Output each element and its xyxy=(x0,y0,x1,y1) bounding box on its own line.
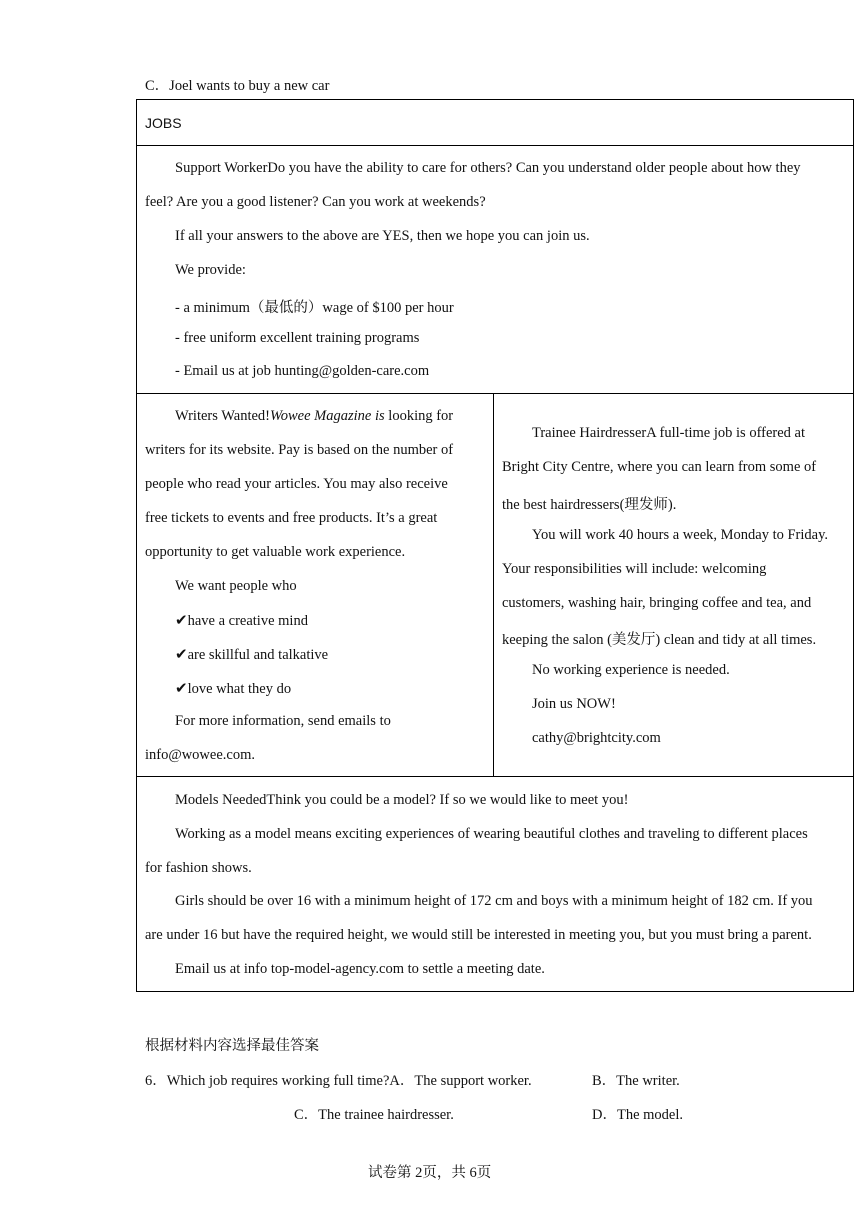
writers-line-4: free tickets to events and free products. It’s a great xyxy=(145,510,438,526)
models-line-4: Girls should be over 16 with a minimum height of 172 cm and boys with a minimum height of 182 cm. If you xyxy=(175,893,813,909)
models-line-5: are under 16 but have the required height, we would still be interested in meeting you, but you must bring a parent. xyxy=(145,927,812,943)
hair-line-7: keeping the salon (美发厅) clean and tidy at all times. xyxy=(502,632,817,648)
option-c: C．The trainee hairdresser. xyxy=(294,1107,454,1123)
hair-line-8: No working experience is needed. xyxy=(532,662,730,678)
hair-line-6: customers, washing hair, bringing coffee and tea, and xyxy=(502,595,812,611)
table-header-cell xyxy=(136,99,854,146)
table-header: JOBS xyxy=(145,115,182,131)
writers-line-1 xyxy=(175,408,453,425)
models-line-6: Email us at info top-model-agency.com to settle a meeting date. xyxy=(175,961,545,977)
hair-line-4: You will work 40 hours a week, Monday to Friday. xyxy=(532,527,829,543)
support-line-6: - free uniform excellent training programs xyxy=(175,330,420,346)
support-line-1: Support WorkerDo you have the ability to care for others? Can you understand older people about how they xyxy=(175,160,801,176)
support-line-3: If all your answers to the above are YES, then we hope you can join us. xyxy=(175,228,590,244)
support-line-2: feel? Are you a good listener? Can you work at weekends? xyxy=(145,194,486,210)
models-line-3: for fashion shows. xyxy=(145,860,252,876)
writers-title: Writers Wanted! xyxy=(175,408,271,424)
writers-req-1 xyxy=(175,611,308,630)
support-worker-cell xyxy=(136,145,854,394)
instruction: 根据材料内容选择最佳答案 xyxy=(145,1038,319,1054)
writers-line-1-rest: looking for xyxy=(384,408,454,424)
hair-line-1: Trainee HairdresserA full-time job is offered at xyxy=(532,425,806,441)
writers-line-3: people who read your articles. You may also receive xyxy=(145,476,448,492)
checkmark-icon: ✔ xyxy=(175,645,188,663)
hair-line-5: Your responsibilities will include: welcoming xyxy=(502,561,767,577)
writers-line-11: info@wowee.com. xyxy=(145,747,255,763)
models-needed-cell xyxy=(136,776,854,992)
option-b: B．The writer. xyxy=(592,1073,680,1089)
writers-magazine-name: Wowee Magazine is xyxy=(270,408,385,424)
hair-line-2: Bright City Centre, where you can learn from some of xyxy=(502,459,817,475)
writers-line-5: opportunity to get valuable work experience. xyxy=(145,544,406,560)
hair-line-9: Join us NOW! xyxy=(532,696,616,712)
writers-line-2: writers for its website. Pay is based on the number of xyxy=(145,442,454,458)
checkmark-icon: ✔ xyxy=(175,679,188,697)
writers-line-10: For more information, send emails to xyxy=(175,713,391,729)
support-line-5: - a minimum（最低的）wage of $100 per hour xyxy=(175,300,454,316)
writers-req-2-text: are skillful and talkative xyxy=(187,647,329,663)
writers-req-2 xyxy=(175,645,328,664)
writers-req-3-text: love what they do xyxy=(187,681,292,697)
models-line-2: Working as a model means exciting experiences of wearing beautiful clothes and traveling to different places xyxy=(175,826,808,842)
question-6-stem: 6．Which job requires working full time?A．The support worker. xyxy=(145,1073,532,1089)
option-d: D．The model. xyxy=(592,1107,684,1123)
page-footer: 试卷第 2页，共 6页 xyxy=(368,1165,492,1181)
writers-req-3 xyxy=(175,679,291,698)
support-line-4: We provide: xyxy=(175,262,246,278)
models-line-1: Models NeededThink you could be a model? If so we would like to meet you! xyxy=(175,792,629,808)
previous-option-c: C．Joel wants to buy a new car xyxy=(145,78,330,94)
trainee-hairdresser-cell xyxy=(493,393,854,777)
writers-wanted-cell xyxy=(136,393,494,777)
support-line-7: - Email us at job hunting@golden-care.com xyxy=(175,363,430,379)
hair-line-10: cathy@brightcity.com xyxy=(532,730,661,746)
writers-line-6: We want people who xyxy=(175,578,297,594)
writers-req-1-text: have a creative mind xyxy=(187,613,308,629)
checkmark-icon: ✔ xyxy=(175,611,188,629)
hair-line-3: the best hairdressers(理发师). xyxy=(502,497,677,513)
